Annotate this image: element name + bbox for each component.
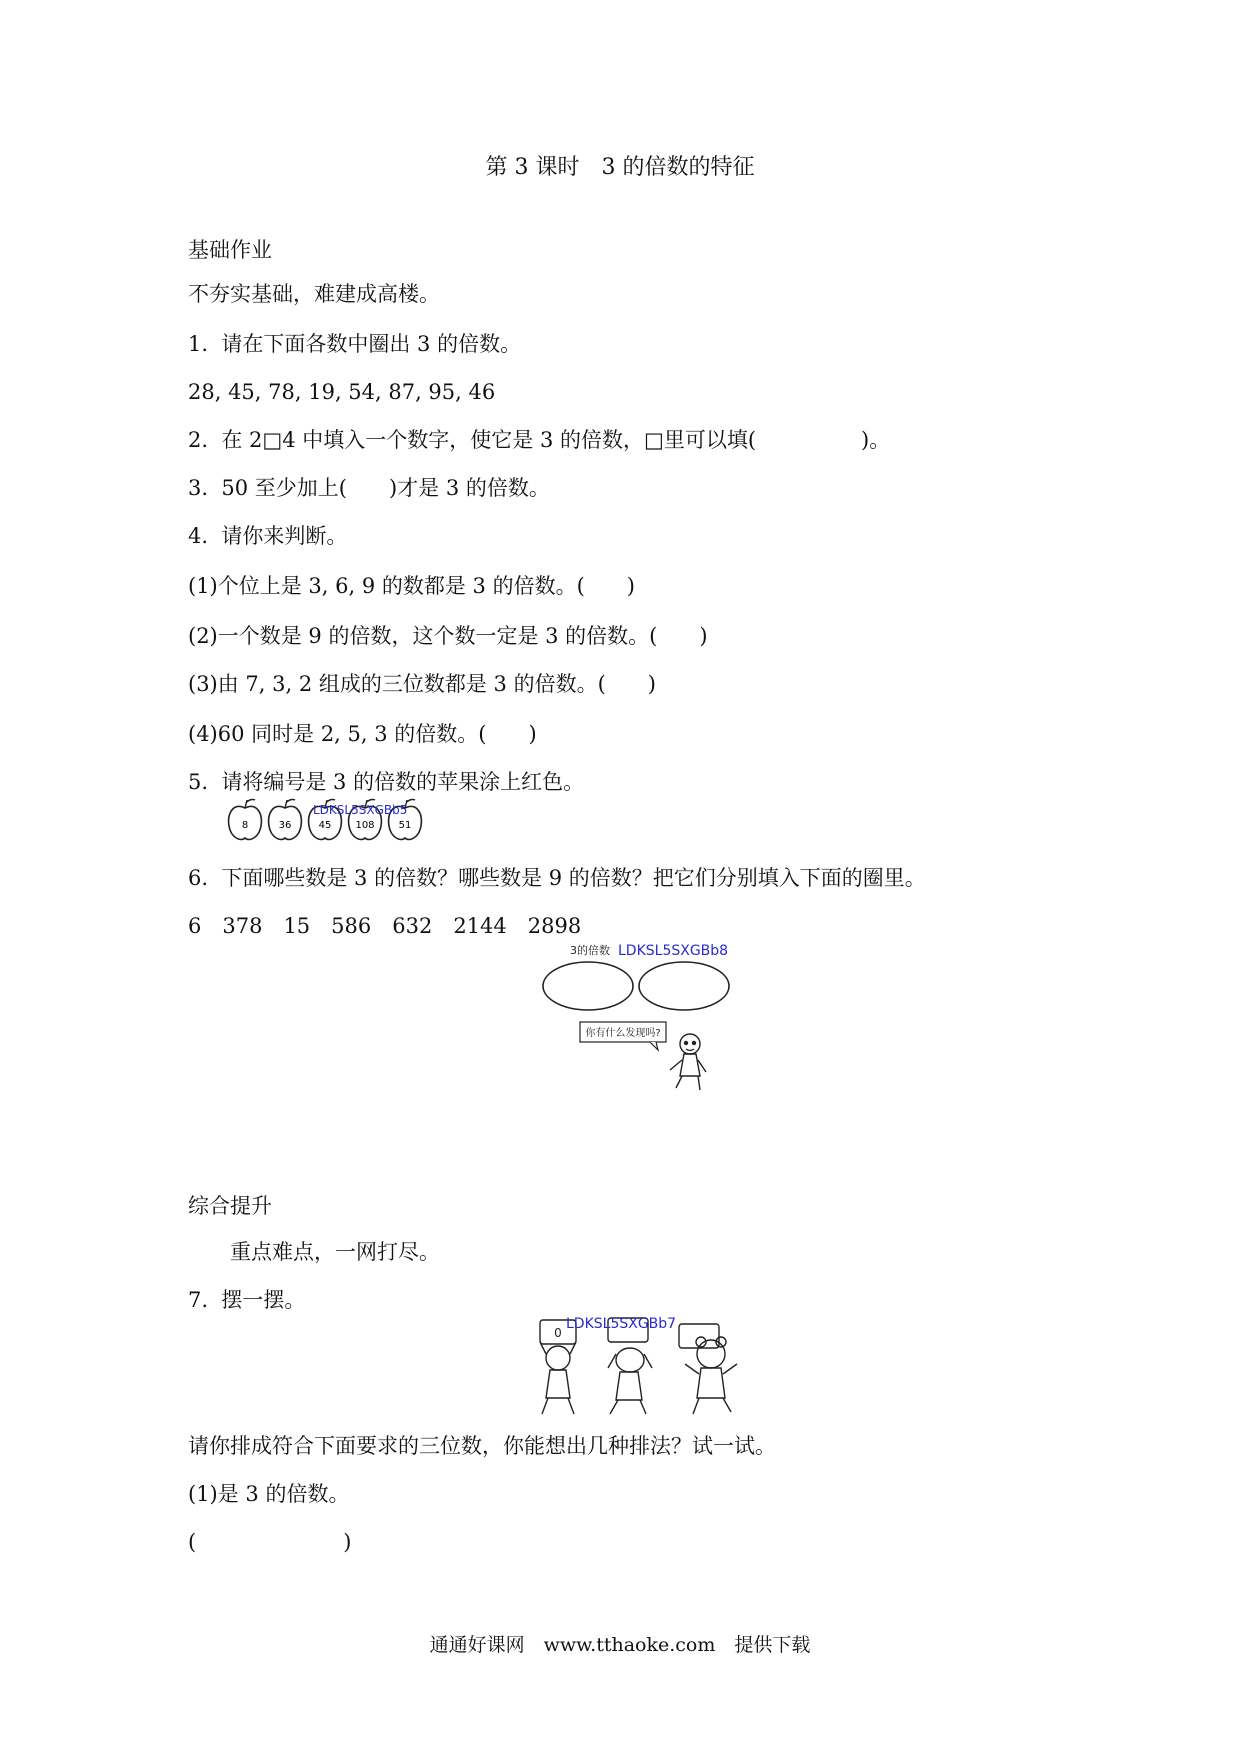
question-4: 4. 请你来判断。	[188, 524, 348, 548]
question-3: 3. 50 至少加上( )才是 3 的倍数。	[188, 476, 550, 500]
section-motto-basic: 不夯实基础，难建成高楼。	[188, 282, 440, 306]
page-title: 第 3 课时 3 的倍数的特征	[485, 155, 755, 180]
section-motto-advanced: 重点难点，一网打尽。	[230, 1240, 440, 1264]
question-1: 1. 请在下面各数中圈出 3 的倍数。	[188, 332, 522, 356]
answer-blank: ( )	[188, 1530, 352, 1554]
apple-2-number: 36	[278, 820, 292, 831]
animals-illustration	[530, 1314, 760, 1424]
apple-1	[229, 800, 262, 840]
monkey-card-icon	[540, 1320, 576, 1414]
circle-multiples-of-9	[639, 962, 729, 1010]
section-heading-advanced: 综合提升	[188, 1194, 272, 1218]
question-6: 6. 下面哪些数是 3 的倍数？哪些数是 9 的倍数？把它们分别填入下面的圈里。	[188, 866, 926, 890]
question-4-item-2: (2)一个数是 9 的倍数，这个数一定是 3 的倍数。( )	[188, 624, 708, 648]
dog-card-icon	[608, 1318, 652, 1414]
apples-watermark: LDKSL5SXGBb5	[313, 803, 408, 817]
card-1-number: 0	[554, 1326, 562, 1340]
apple-5-number: 51	[398, 820, 412, 831]
apple-2	[269, 800, 302, 840]
apple-3-number: 45	[318, 820, 332, 831]
page-footer: 通通好课网 www.tthaoke.com 提供下载	[429, 1634, 811, 1656]
question-7-item-1: (1)是 3 的倍数。	[188, 1482, 350, 1506]
question-2: 2. 在 2□4 中填入一个数字，使它是 3 的倍数，□里可以填( )。	[188, 428, 891, 452]
circle-1-label: 3的倍数	[570, 944, 610, 957]
apple-4-number: 108	[355, 820, 375, 831]
speech-text: 你有什么发现吗?	[585, 1028, 661, 1039]
question-5: 5. 请将编号是 3 的倍数的苹果涂上红色。	[188, 770, 585, 794]
question-6-numbers: 6 378 15 586 632 2144 2898	[188, 914, 582, 938]
circle-multiples-of-3	[543, 962, 633, 1010]
question-4-item-1: (1)个位上是 3, 6, 9 的数都是 3 的倍数。( )	[188, 574, 635, 598]
monkey-icon	[670, 1034, 706, 1090]
question-7: 7. 摆一摆。	[188, 1288, 306, 1312]
animals-watermark: LDKSL5SXGBb7	[566, 1316, 677, 1332]
apple-1-number: 8	[241, 820, 249, 831]
question-1-numbers: 28, 45, 78, 19, 54, 87, 95, 46	[188, 380, 496, 404]
question-7-instruction: 请你排成符合下面要求的三位数，你能想出几种排法？试一试。	[188, 1434, 776, 1458]
circles-illustration	[540, 940, 750, 1100]
circles-watermark: LDKSL5SXGBb8	[618, 943, 729, 959]
section-heading-basic: 基础作业	[188, 238, 272, 262]
bear-card-icon	[679, 1324, 737, 1414]
apples-illustration	[225, 796, 435, 844]
question-4-item-3: (3)由 7, 3, 2 组成的三位数都是 3 的倍数。( )	[188, 672, 656, 696]
question-4-item-4: (4)60 同时是 2, 5, 3 的倍数。( )	[188, 722, 537, 746]
